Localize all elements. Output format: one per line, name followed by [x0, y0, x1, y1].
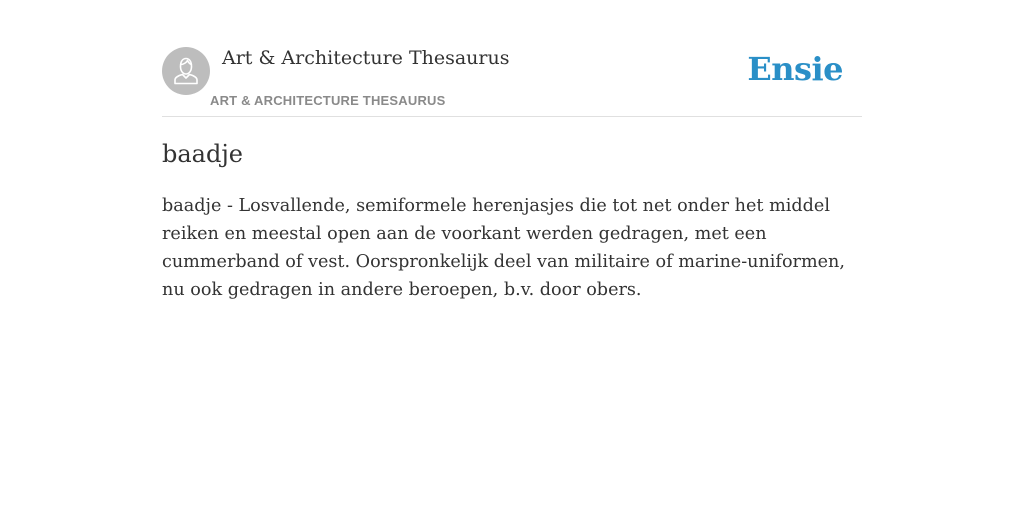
source-avatar[interactable] — [162, 47, 210, 95]
entry-term: baadje — [162, 140, 243, 168]
entry-definition: baadje - Losvallende, semiformele herenjasjes die tot net onder het middel reiken en meestal open aan de voorkant werden gedragen, met een cummerband of vest. Oorspronkelijk deel van militaire of marine-uniformen, nu ook gedragen in andere beroepen, b.v. door obers. — [162, 196, 845, 300]
user-icon — [162, 47, 210, 95]
ensie-logo-link[interactable]: Ensie — [747, 50, 843, 88]
source-subtitle[interactable]: ART & ARCHITECTURE THESAURUS — [210, 93, 446, 108]
source-title[interactable]: Art & Architecture Thesaurus — [222, 47, 510, 69]
source-header — [162, 46, 862, 117]
